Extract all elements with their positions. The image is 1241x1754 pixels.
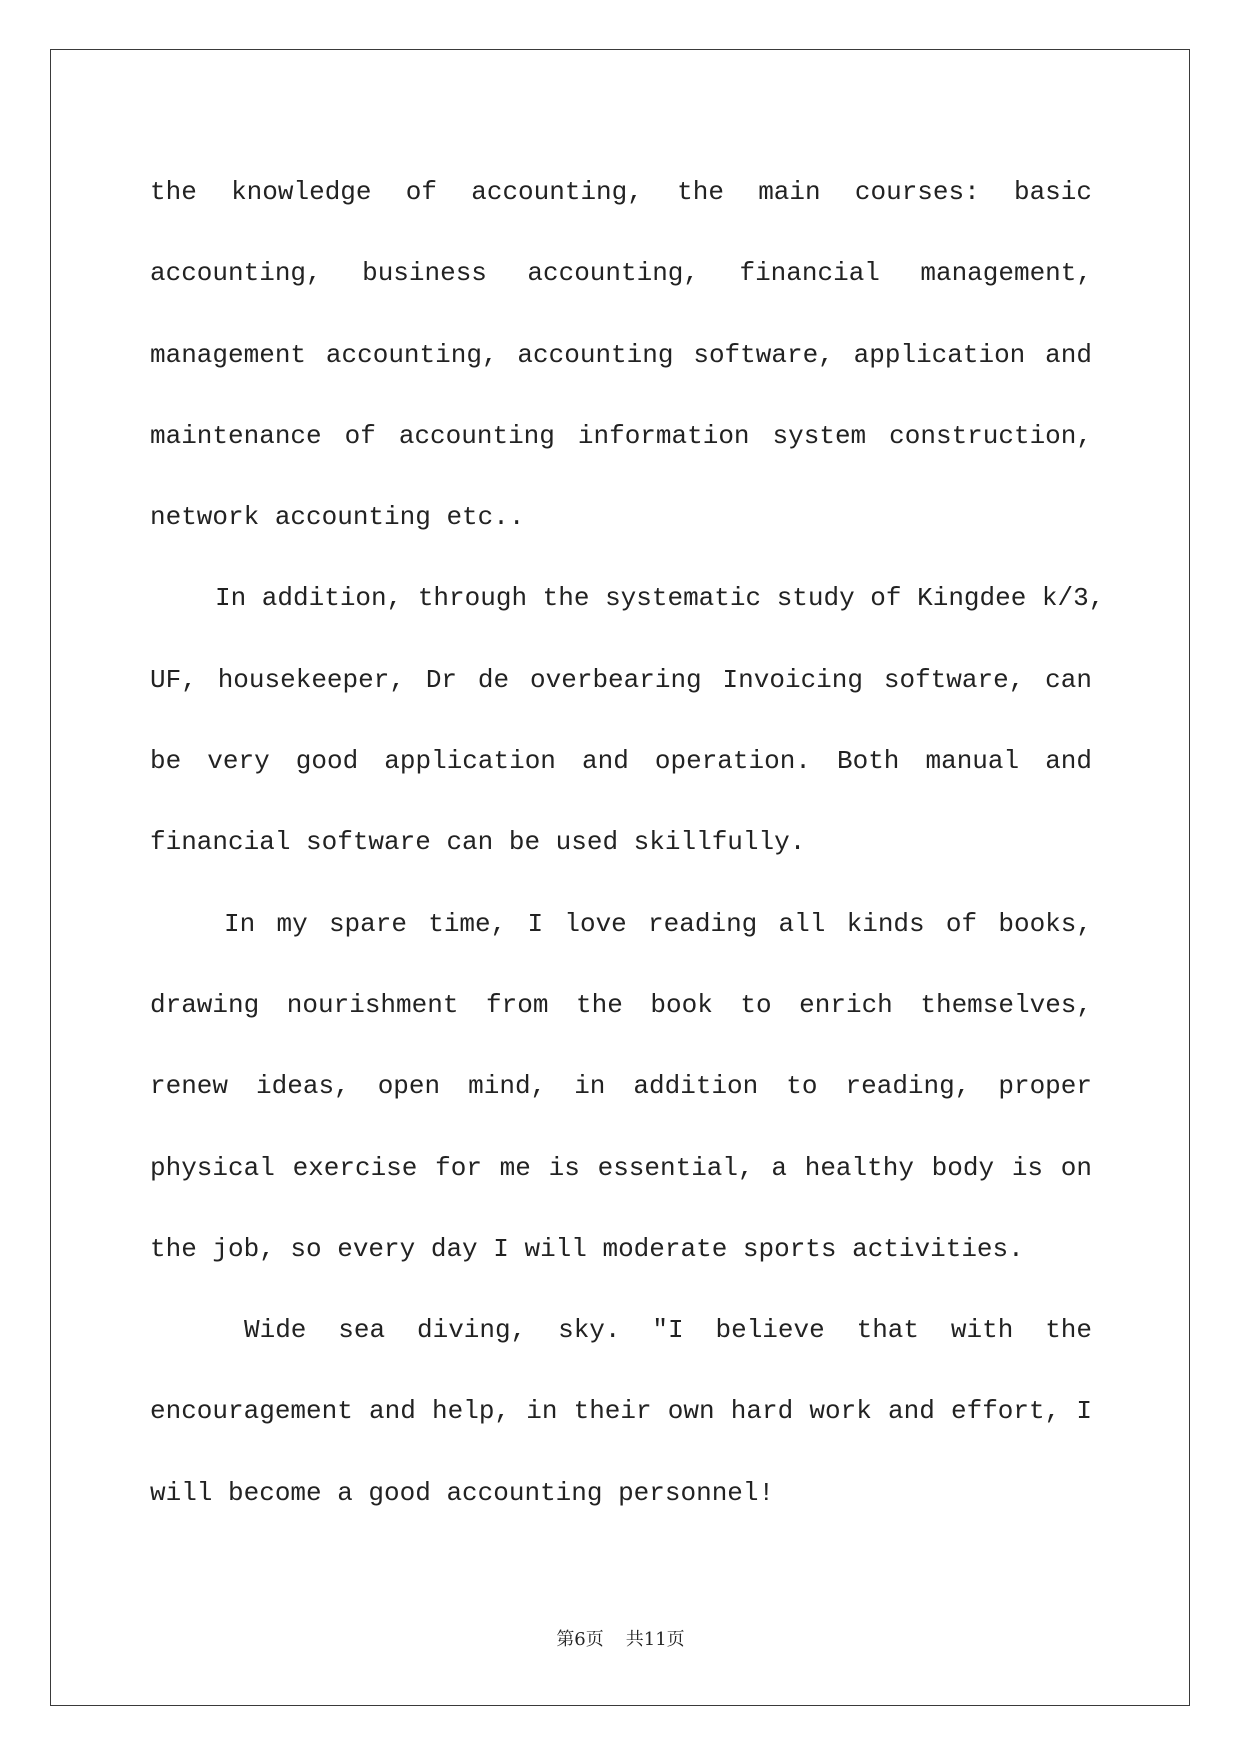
page-footer [0, 1627, 1241, 1653]
page-number: 第6页 [556, 1629, 604, 1650]
text-line: physical exercise for me is essential, a healthy body is on [150, 1152, 1092, 1183]
text-line: the knowledge of accounting, the main courses: basic [150, 177, 1092, 207]
text-line: the job, so every day I will moderate sports activities. [150, 1233, 1024, 1264]
page-total: 共11页 [625, 1629, 685, 1650]
text-line: drawing nourishment from the book to enrich themselves, [150, 989, 1092, 1020]
text-line: maintenance of accounting information system construction, [150, 420, 1092, 451]
paragraph [150, 152, 1092, 558]
text-line: UF, housekeeper, Dr de overbearing Invoicing software, can [150, 664, 1092, 695]
text-line: be very good application and operation. Both manual and [150, 746, 1092, 777]
text-line: will become a good accounting personnel! [150, 1477, 775, 1508]
text-line: renew ideas, open mind, in addition to reading, proper [150, 1071, 1092, 1102]
text-line: encouragement and help, in their own hard work and effort, I [150, 1396, 1092, 1427]
text-line: In addition, through the systematic study of Kingdee k/3, [215, 583, 1105, 614]
text-line: In my spare time, I love reading all kinds of books, [224, 908, 1092, 939]
text-line: management accounting, accounting software, application and [150, 339, 1092, 370]
text-line: financial software can be used skillfully. [150, 827, 806, 858]
paragraph [150, 1290, 1092, 1534]
text-line: network accounting etc.. [150, 502, 525, 533]
paragraph [150, 558, 1105, 883]
document-body [150, 152, 1105, 1534]
paragraph [150, 884, 1092, 1290]
text-line: Wide sea diving, sky. "I believe that with the [244, 1315, 1092, 1346]
text-line: accounting, business accounting, financial management, [150, 258, 1092, 289]
